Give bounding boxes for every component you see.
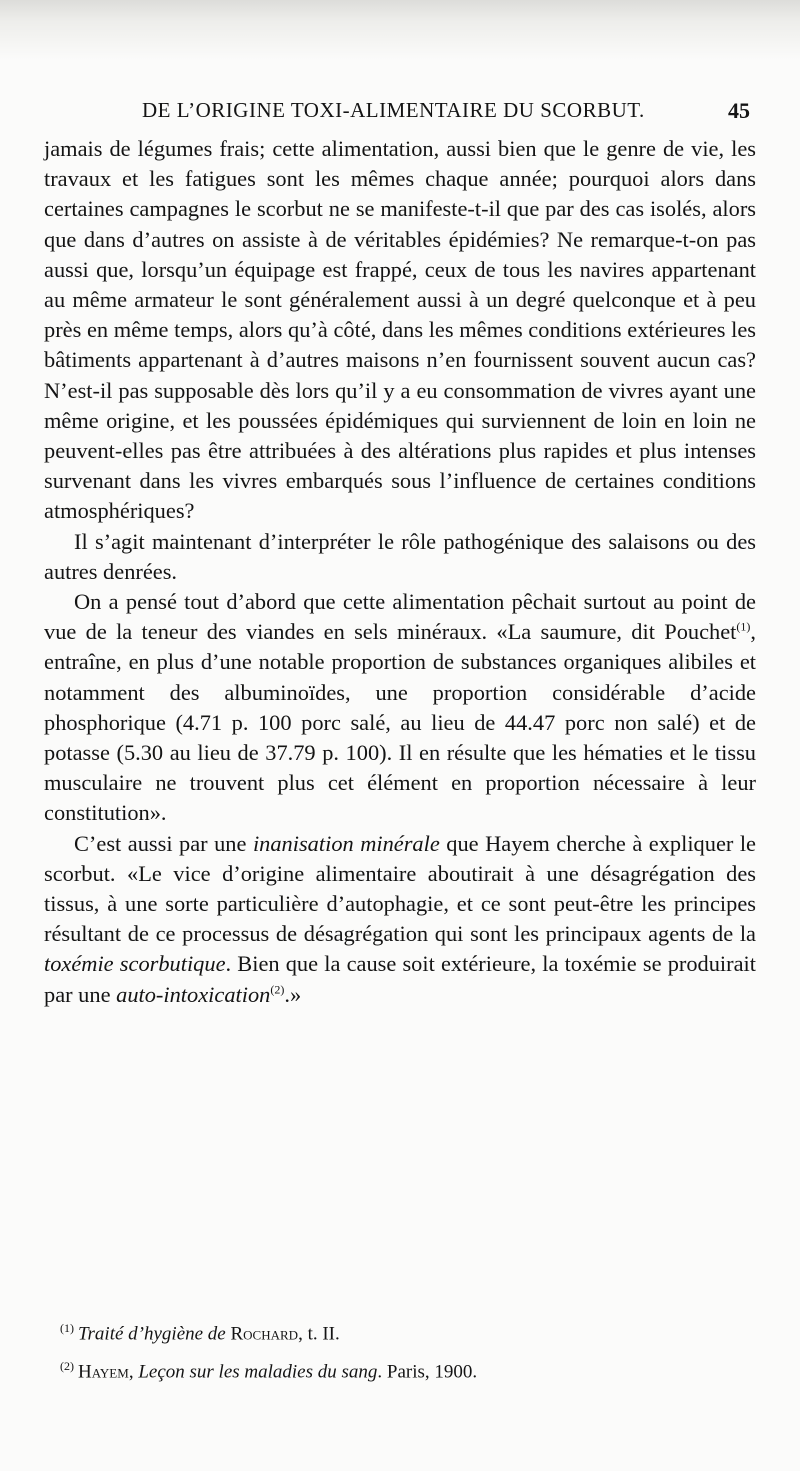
page-number: 45 [728, 98, 750, 123]
paragraph-1 [44, 134, 756, 527]
running-title: DE L’ORIGINE TOXI-ALIMENTAIRE DU SCORBUT. [142, 98, 645, 122]
paragraph-3-text-b: , entraîne, en plus d’une notable proportion de substances organiques alibiles et notamment des albuminoïdes, une proportion considérable d’acide phosphorique (4.71 p. 100 porc salé, au lieu de 44.47 porc non salé) et de potasse (5.30 au lieu de 37.79 p. 100). Il en résulte que les hématies et le tissu musculaire ne trouvent plus cet élément en proportion nécessaire à leur constitution». [44, 619, 756, 826]
body-text [44, 134, 756, 1010]
paragraph-4-text-d: .» [284, 981, 302, 1007]
footnote-1-rest: , t. II. [298, 1323, 340, 1345]
footnote-2-mark: (2) [60, 1359, 74, 1374]
paragraph-1-text: jamais de légumes frais; cette alimentation, aussi bien que le genre de vie, les travaux et les fatigues sont les mêmes chaque année; pourquoi alors dans certaines campagnes le scorbut ne se manifeste-t-il que par des cas isolés, alors que dans d’autres on assiste à de véritables épidémies? Ne remarque-t-on pas aussi que, lorsqu’un équipage est frappé, ceux de tous les navires appartenant au même armateur le sont généralement aussi à un degré quelconque et à peu près en même temps, alors qu’à côté, dans les mêmes conditions extérieures les bâtiments appartenant à d’autres maisons n’en fournissent souvent aucun cas? N’est-il pas supposable dès lors qu’il y a eu consommation de vivres ayant une même origine, et les poussées épidémiques qui surviennent de loin en loin ne peuvent-elles pas être attribuées à des altérations plus rapides et plus intenses survenant dans les vivres embarqués sous l’influence de certaines conditions atmosphériques? [44, 136, 756, 524]
footnotes [60, 1312, 750, 1389]
paragraph-4-italic-c: auto-intoxication [116, 981, 271, 1007]
footnote-2 [60, 1350, 750, 1388]
footnote-ref-2: (2) [270, 982, 285, 997]
footnote-1-title: Traité d’hygiène de [78, 1323, 226, 1345]
paragraph-4-italic-a: inanisation minérale [252, 830, 440, 856]
paragraph-3-text-a: On a pensé tout d’abord que cette alimentation pêchait surtout au point de vue de la teneur des viandes en sels minéraux. «La saumure, dit Pouchet [44, 589, 756, 645]
footnote-2-rest: . Paris, 1900. [377, 1361, 478, 1383]
paragraph-4-text-a: C’est aussi par une [74, 830, 253, 856]
running-head [130, 98, 760, 138]
paragraph-2-text: Il s’agit maintenant d’interpréter le rôle pathogénique des salaisons ou des autres denrées. [44, 528, 756, 584]
paragraph-4-italic-b: toxémie scorbutique [44, 951, 226, 977]
paragraph-4-text-c: . Bien que la cause soit extérieure, la toxémie se produirait par une [44, 951, 756, 1007]
scan-smudge [0, 0, 800, 60]
footnote-ref-1: (1) [736, 619, 751, 634]
footnote-2-author: Hayem [78, 1361, 129, 1383]
footnote-1 [60, 1312, 750, 1350]
paragraph-3 [44, 587, 756, 829]
paragraph-4 [44, 829, 756, 1010]
paragraph-4-text-b: que Hayem cherche à expliquer le scorbut. «Le vice d’origine alimentaire aboutirait à une désagrégation des tissus, à une sorte particulière d’autophagie, et ce sont peut-être les principes résultant de ce processus de désagrégation qui sont les principaux agents de la [44, 830, 756, 947]
footnote-1-author: Rochard [230, 1323, 299, 1345]
footnote-1-mark: (1) [60, 1321, 74, 1335]
footnote-2-title: Leçon sur les maladies du sang [138, 1361, 378, 1383]
paragraph-2 [44, 527, 756, 587]
footnote-2-sep: , [128, 1361, 139, 1383]
